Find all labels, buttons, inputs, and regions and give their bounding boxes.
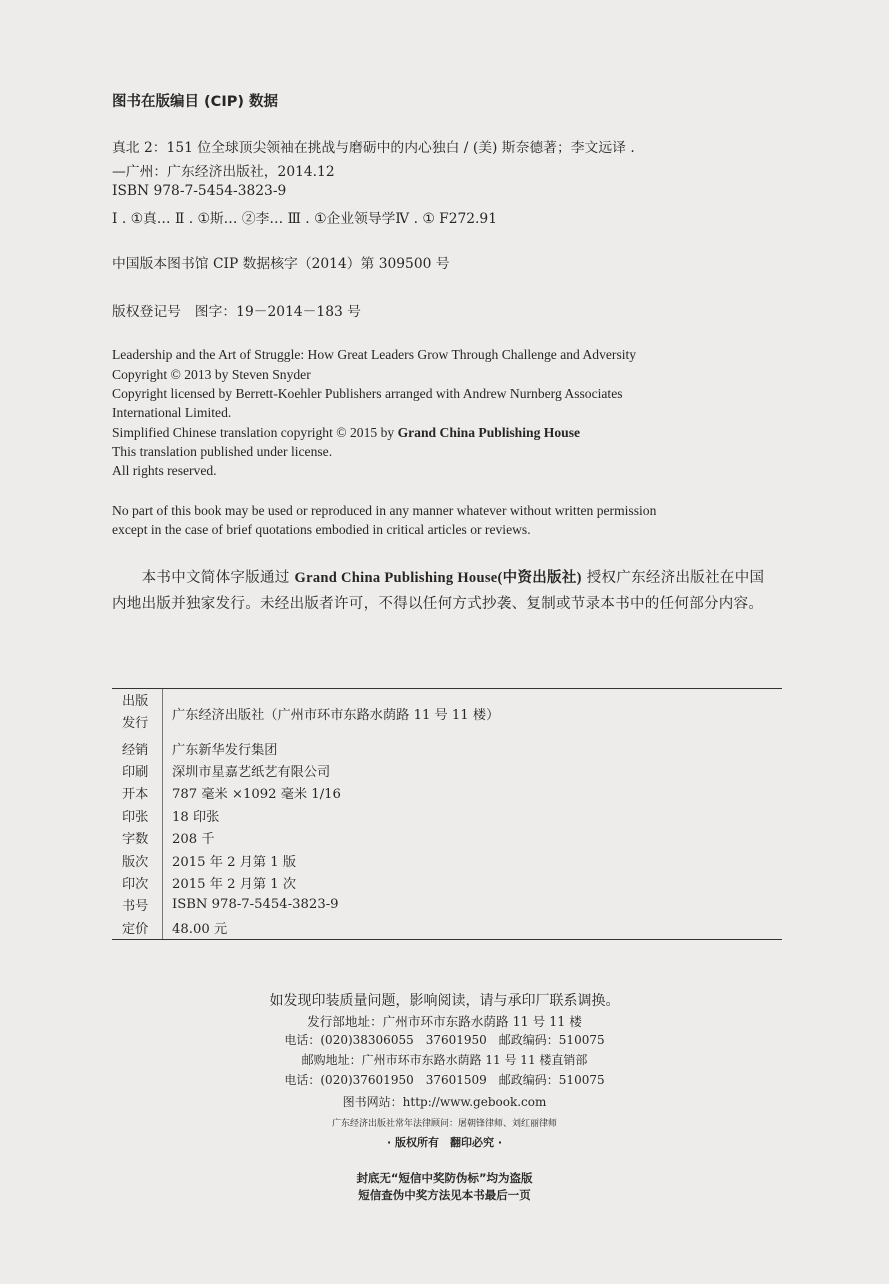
cip-isbn: ISBN 978-7-5454-3823-9 (112, 183, 287, 199)
table-row (112, 804, 782, 826)
website: 图书网站：http://www.gebook.com (342, 1095, 547, 1109)
original-copyright: Copyright © 2013 by Steven Snyder (112, 367, 311, 382)
distribution-phone: 电话：(020)38306055 37601950 邮政编码：510075 (284, 1033, 605, 1047)
license-line: Copyright licensed by Berrett-Koehler Publishers arranged with Andrew Nurnberg Associates (112, 386, 623, 401)
anti-piracy-notice: 封底无“短信中奖防伪标”均为盗版 (356, 1171, 533, 1185)
row-label: 印次 (122, 877, 149, 893)
translation-copyright: Simplified Chinese translation copyright © 2015 by Grand China Publishing House (112, 425, 581, 440)
publisher-name-en: Grand China Publishing House (397, 425, 581, 440)
row-value: 48.00 元 (172, 921, 228, 937)
table-row (112, 689, 782, 737)
row-label: 定价 (122, 921, 149, 937)
row-label: 字数 (122, 832, 149, 848)
license-line-cont: International Limited. (112, 405, 232, 420)
row-label: 开本 (122, 787, 149, 803)
license-note: This translation published under license. (112, 444, 333, 459)
cip-publisher-line: —广州：广东经济出版社，2014.12 (112, 164, 335, 180)
table-row (112, 737, 782, 759)
rights-reserved: All rights reserved. (112, 463, 217, 478)
row-value: 2015 年 2 月第 1 次 (172, 877, 297, 893)
row-value: 18 印张 (172, 809, 220, 825)
cip-check-number: 中国版本图书馆 CIP 数据核字（2014）第 309500 号 (112, 256, 450, 272)
table-row (112, 759, 782, 781)
row-label: 印张 (122, 809, 149, 825)
row-value: 深圳市星嘉艺纸艺有限公司 (172, 765, 331, 781)
cip-classification: Ⅰ . ①真… Ⅱ . ①斯… ②李… Ⅲ . ①企业领导学Ⅳ . ① F272.91 (112, 211, 497, 227)
row-label: 印刷 (122, 765, 149, 781)
copyright-registration: 版权登记号 图字：19－2014－183 号 (112, 304, 361, 320)
row-label: 经销 (122, 742, 149, 758)
reproduction-notice: No part of this book may be used or reproduced in any manner whatever without written permission (112, 503, 657, 518)
anti-piracy-check: 短信查伪中奖方法见本书最后一页 (358, 1188, 531, 1202)
table-row (112, 916, 782, 938)
row-label: 书号 (122, 899, 149, 915)
cip-bibliographic-line: 真北 2：151 位全球顶尖领袖在挑战与磨砺中的内心独白 / (美) 斯奈德著；李文远译 . (112, 140, 635, 156)
row-value: 2015 年 2 月第 1 版 (172, 854, 297, 870)
reproduction-notice-cont: except in the case of brief quotations embodied in critical articles or reviews. (112, 522, 531, 537)
row-value: ISBN 978-7-5454-3823-9 (172, 897, 339, 913)
chinese-authorization-notice: 本书中文简体字版通过 Grand China Publishing House(中资出版社) 授权广东经济出版社在中国内地出版并独家发行。未经出版者许可，不得以任何方式抄袭、复制或节录本书中的任何部分内容。 (112, 570, 765, 612)
quality-notice: 如发现印装质量问题，影响阅读，请与承印厂联系调换。 (269, 993, 620, 1009)
mail-order-phone: 电话：(020)37601950 37601509 邮政编码：510075 (284, 1073, 605, 1087)
publisher-name: Grand China Publishing House(中资出版社) (294, 570, 582, 586)
row-label: 版次 (122, 854, 149, 870)
row-value: 广东新华发行集团 (172, 742, 278, 758)
all-rights-reserved-cn: · 版权所有 翻印必究 · (386, 1136, 503, 1149)
row-value: 广东经济出版社（广州市环市东路水荫路 11 号 11 楼） (172, 707, 500, 723)
row-value: 208 千 (172, 832, 215, 848)
legal-counsel: 广东经济出版社常年法律顾问：屠朝锋律师、刘红丽律师 (331, 1119, 557, 1129)
original-title: Leadership and the Art of Struggle: How Great Leaders Grow Through Challenge and Adversity (112, 347, 637, 362)
distribution-address: 发行部地址：广州市环市东路水荫路 11 号 11 楼 (307, 1014, 582, 1029)
table-row (112, 849, 782, 871)
table-divider (162, 689, 163, 939)
row-value: 787 毫米 ×1092 毫米 1/16 (172, 787, 341, 803)
mail-order-address: 邮购地址：广州市环市东路水荫路 11 号 11 楼直销部 (301, 1053, 588, 1067)
publication-info-table (112, 688, 782, 940)
row-label: 出版 发行 (122, 694, 149, 731)
table-row (112, 871, 782, 893)
table-row (112, 894, 782, 916)
cip-title: 图书在版编目 (CIP) 数据 (112, 94, 279, 110)
table-row (112, 782, 782, 804)
table-row (112, 827, 782, 849)
